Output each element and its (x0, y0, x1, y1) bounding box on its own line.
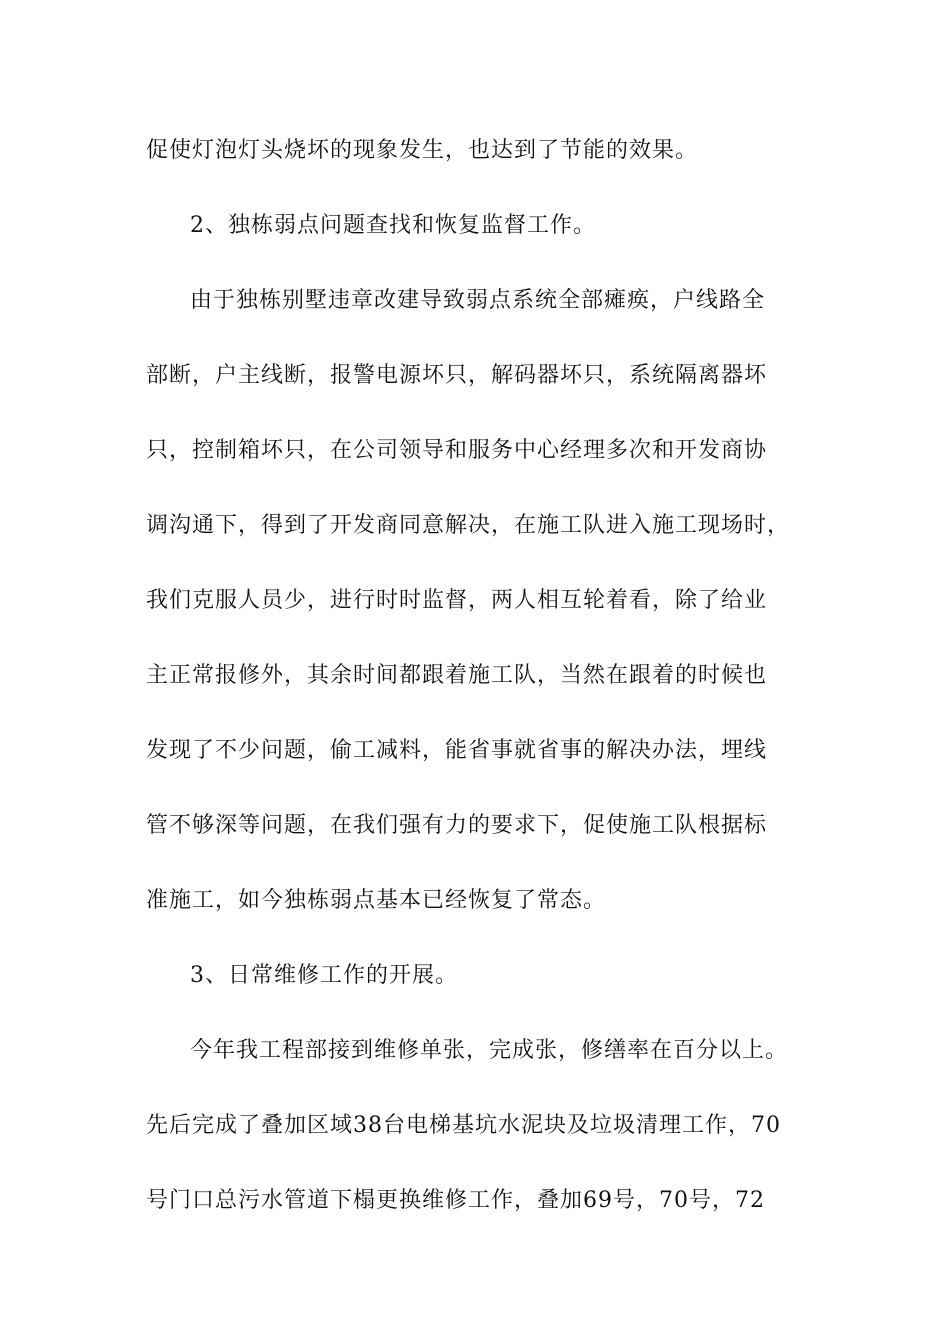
paragraph-line: 调沟通下，得到了开发商同意解决，在施工队进入施工现场时， (146, 513, 791, 538)
paragraph-line: 准施工，如今独栋弱点基本已经恢复了常态。 (146, 888, 607, 913)
section-heading: 2、独栋弱点问题查找和恢复监督工作。 (190, 213, 596, 238)
paragraph-line: 今年我工程部接到维修单张，完成张，修缮率在百分以上。 (190, 1038, 789, 1063)
section-heading: 3、日常维修工作的开展。 (190, 963, 458, 988)
paragraph-line: 促使灯泡灯头烧坏的现象发生，也达到了节能的效果。 (146, 138, 699, 163)
paragraph-line: 我们克服人员少，进行时时监督，两人相互轮着看，除了给业 (146, 588, 768, 613)
paragraph-line: 主正常报修外，其余时间都跟着施工队，当然在跟着的时候也 (146, 663, 768, 688)
paragraph-line: 管不够深等问题，在我们强有力的要求下，促使施工队根据标 (146, 813, 768, 838)
paragraph-line: 部断，户主线断，报警电源坏只，解码器坏只，系统隔离器坏 (146, 363, 768, 388)
paragraph-line: 发现了不少问题，偷工减料，能省事就省事的解决办法，埋线 (146, 738, 768, 763)
paragraph-line: 只，控制箱坏只，在公司领导和服务中心经理多次和开发商协 (146, 438, 768, 463)
paragraph-line: 号门口总污水管道下榻更换维修工作，叠加69号，70号，72 (146, 1188, 765, 1213)
paragraph-line: 先后完成了叠加区域38台电梯基坑水泥块及垃圾清理工作，70 (146, 1113, 781, 1138)
paragraph-line: 由于独栋别墅违章改建导致弱点系统全部瘫痪，户线路全 (190, 288, 766, 313)
